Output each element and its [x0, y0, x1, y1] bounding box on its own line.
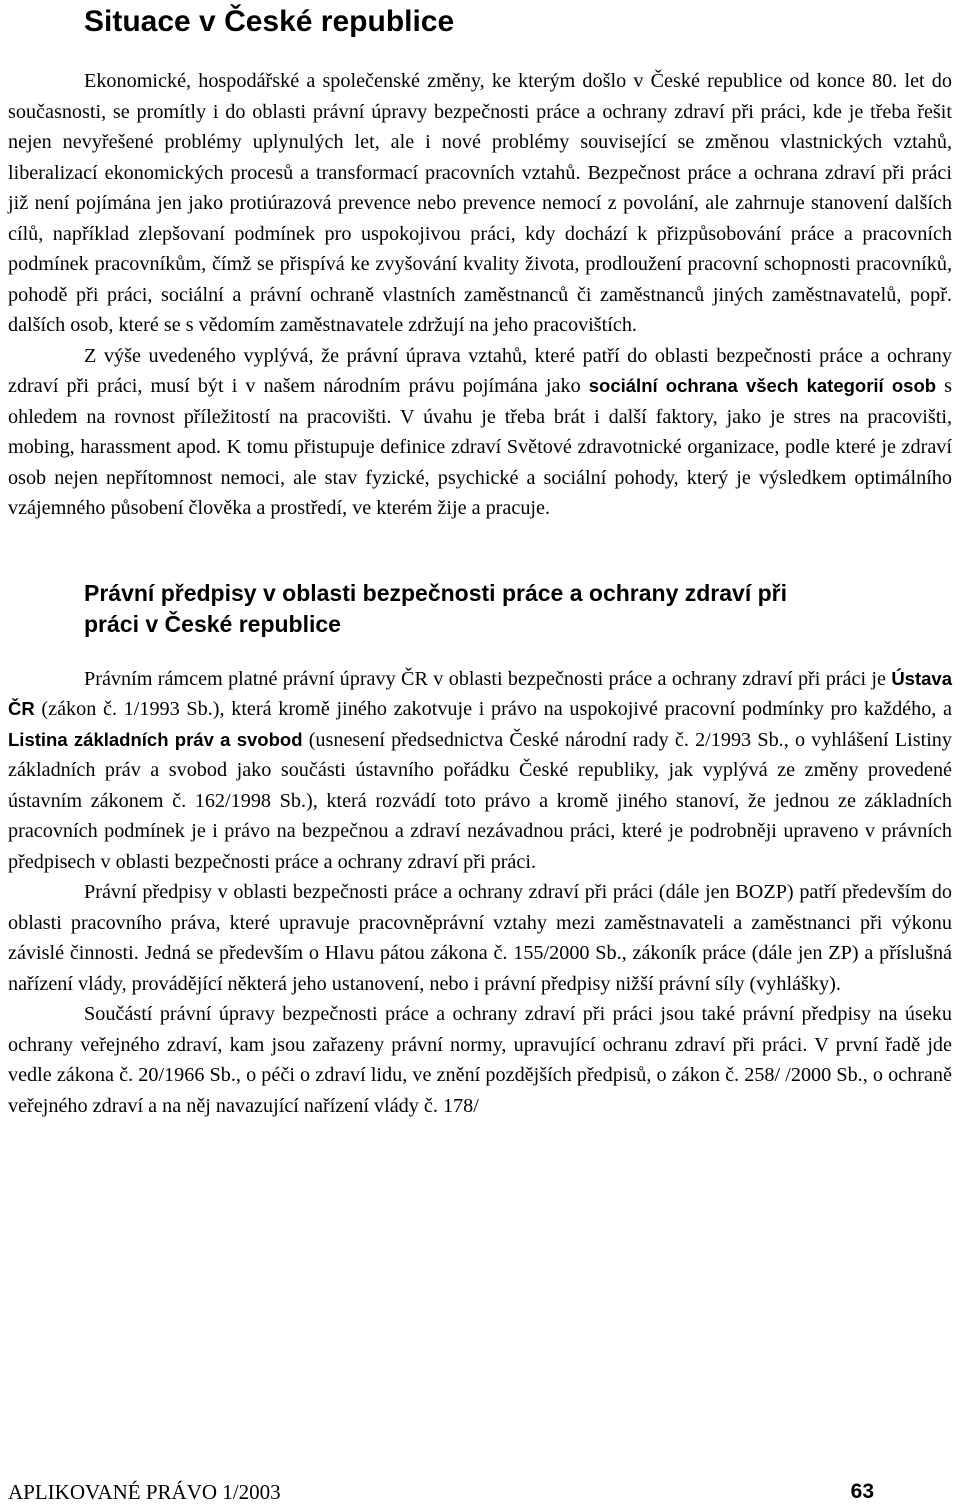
- bold-term: Ústava ČR: [8, 667, 952, 719]
- page: [8, 0, 952, 1121]
- paragraph: [8, 877, 952, 999]
- paragraph: [8, 999, 952, 1121]
- paragraph-text: s ohledem na rovnost příležitostí na pracovišti. V úvahu je třeba brát i další faktory, jako je stres na pracovišti, mobing, harassment apod. K tomu přistupuje definice zdraví Světové zdravotnické organizace, podle které je zdraví osob nejen nepřítomnost nemoci, ale stav fyzické, psychické a sociální pohody, který je výsledkem optimálního vzájemného působení člověka a prostředí, ve kterém žije a pracuje.: [8, 375, 952, 519]
- page-number: 63: [850, 1480, 874, 1503]
- paragraph-text: Právním rámcem platné právní úpravy ČR v oblasti bezpečnosti práce a ochrany zdraví při práci je: [84, 667, 892, 690]
- paragraph-text: (usnesení předsednictva České národní rady č. 2/1993 Sb., o vyhlášení Listiny základních práv a svobod jako součásti ústavního pořádku České republiky, jak vyplývá ze změny provedené ústavním zákonem č. 162/1998 Sb.), která rozvádí toto právo a kromě jiného stanoví, že jednou ze základních pracovních podmínek je i právo na bezpečnou a zdraví nezávadnou práci, které je podrobněji upraveno v právních předpisech v oblasti bezpečnosti práce a ochrany zdraví při práci.: [8, 728, 952, 873]
- bold-term: sociální ochrana všech kategorií osob: [588, 375, 937, 396]
- paragraph-text: Ekonomické, hospodářské a společenské změny, ke kterým došlo v České republice od konce 80. let do současnosti, se promítly i do oblasti právní úpravy bezpečnosti práce a ochrany zdraví při práci, kde je třeba řešit nejen nevyřešené problémy uplynulých let, ale i nové problémy související se změnou vlastnických vztahů, liberalizací ekonomických procesů a transformací pracovních vztahů. Bezpečnost práce a ochrana zdraví při práci již není pojímána jen jako protiúrazová prevence nebo prevence nemocí z povolání, ale zahrnuje stanovení dalších cílů, například zlepšovaní podmínek pro uspokojivou práci, kdy dochází k přizpůsobování práce a pracovních podmínek pracovníkům, čímž se přispívá ke zvyšování kvality života, prodloužení pracovní schopnosti pracovníků, pohodě při práci, sociální a právní ochraně vlastních zaměstnanců či zaměstnanců jiných zaměstnavatelů, popř. dalších osob, které se s vědomím zaměstnavatele zdržují na jeho pracovištích.: [8, 70, 952, 336]
- section-intro: [8, 66, 952, 524]
- bold-term: Listina základních práv a svobod: [8, 728, 303, 750]
- paragraph-text: (zákon č. 1/1993 Sb.), která kromě jiného zakotvuje i právo na uspokojivé pracovní podmínky pro každého, a: [34, 698, 952, 720]
- page-footer: [8, 1480, 952, 1510]
- paragraph-text: Součástí právní úpravy bezpečnosti práce a ochrany zdraví při práci jsou také právní předpisy na úseku ochrany veřejného zdraví, kam jsou zařazeny právní normy, upravující ochranu zdraví při práci. V první řadě jde vedle zákona č. 20/1966 Sb., o péči o zdraví lidu, ve znění pozdějších předpisů, o zákon č. 258/ /2000 Sb., o ochraně veřejného zdraví a na něj navazující nařízení vlády č. 178/: [8, 1003, 952, 1117]
- paragraph-text: Právní předpisy v oblasti bezpečnosti práce a ochrany zdraví při práci (dále jen BOZP) patří především do oblasti pracovního práva, které upravuje pracovněprávní vztahy mezi zaměstnavateli a zaměstnanci při výkonu závislé činnosti. Jedná se především o Hlavu pátou zákona č. 155/2000 Sb., zákoník práce (dále jen ZP) a příslušná nařízení vlády, provádějící některá jeho ustanovení, nebo i právní předpisy nižší právní síly (vyhlášky).: [8, 881, 952, 995]
- paragraph-text: Z výše uvedeného vyplývá, že právní úprava vztahů, které patří do oblasti bezpečnosti práce a ochrany zdraví při práci, musí být i v našem národním právu pojímána jako: [8, 344, 952, 397]
- paragraph: [8, 664, 952, 878]
- section-heading: Právní předpisy v oblasti bezpečnosti práce a ochrany zdraví při práci v České republice: [84, 579, 788, 637]
- paragraph: [8, 341, 952, 524]
- page-title: Situace v České republice: [84, 5, 455, 38]
- journal-name: APLIKOVANÉ PRÁVO 1/2003: [8, 1480, 281, 1504]
- paragraph: [8, 66, 952, 341]
- section-legal: [8, 664, 952, 1122]
